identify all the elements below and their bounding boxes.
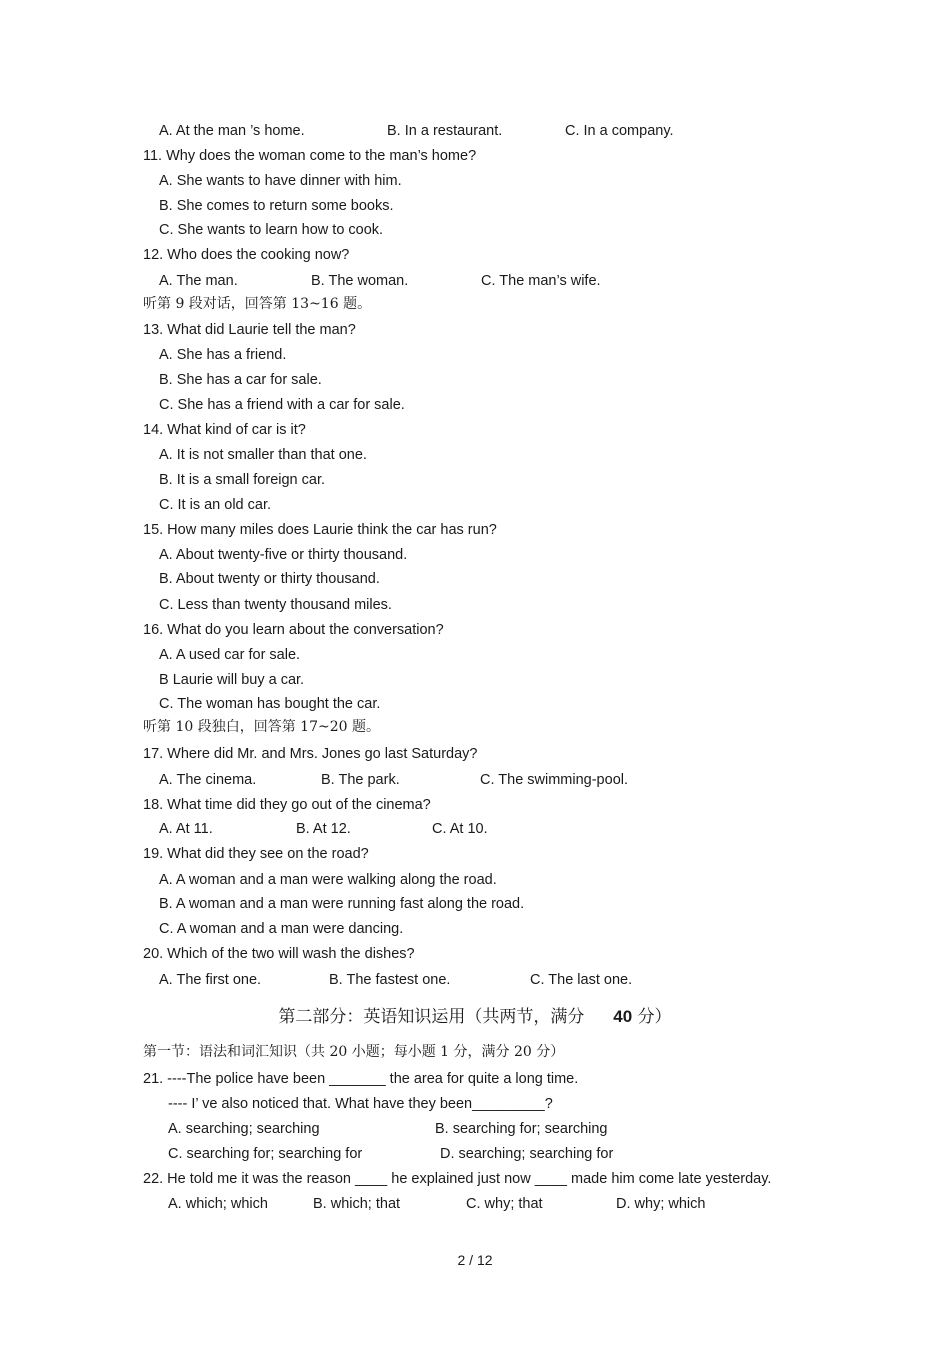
option-line: C. She wants to learn how to cook. — [159, 222, 384, 238]
option-line: A. About twenty-five or thirty thousand. — [159, 547, 408, 563]
option-c: C. In a company. — [565, 123, 674, 139]
page-number: 2 / 12 — [457, 1252, 493, 1268]
question-18: 18. What time did they go out of the cinema? — [143, 797, 431, 813]
question-21-stem: 21. ----The police have been _______ the area for quite a long time. — [143, 1071, 579, 1087]
option-c: C. The swimming-pool. — [480, 772, 629, 788]
option-line: B Laurie will buy a car. — [159, 672, 305, 688]
option-line: B. She comes to return some books. — [159, 198, 394, 214]
option-c: C. The last one. — [530, 972, 633, 988]
question-16: 16. What do you learn about the conversation? — [143, 622, 444, 638]
question-14: 14. What kind of car is it? — [143, 422, 306, 438]
option-line: C. A woman and a man were dancing. — [159, 921, 404, 937]
option-line: C. The woman has bought the car. — [159, 696, 381, 712]
option-line: A. A woman and a man were walking along the road. — [159, 872, 497, 888]
option-d: D. searching; searching for — [440, 1146, 614, 1162]
option-line: B. A woman and a man were running fast along the road. — [159, 896, 525, 912]
part-heading-text: 第二部分：英语知识运用（共两节，满分 — [278, 1007, 585, 1027]
option-a: A. The cinema. — [159, 772, 257, 788]
option-line: B. About twenty or thirty thousand. — [159, 571, 380, 587]
question-11: 11. Why does the woman come to the man’s home? — [143, 148, 477, 164]
option-c: C. searching for; searching for — [168, 1146, 363, 1162]
question-19: 19. What did they see on the road? — [143, 846, 369, 862]
option-c: C. The man’s wife. — [481, 273, 601, 289]
section-instruction: 听第 9 段对话，回答第 13~16 题。 — [143, 296, 372, 312]
section-heading: 第一节：语法和词汇知识（共 20 小题；每小题 1 分，满分 20 分） — [143, 1044, 565, 1060]
option-d: D. why; which — [616, 1196, 706, 1212]
question-20: 20. Which of the two will wash the dishes? — [143, 946, 415, 962]
part-heading — [0, 1006, 950, 1028]
option-a: A. At the man ’s home. — [159, 123, 305, 139]
option-c: C. At 10. — [432, 821, 488, 837]
option-line: B. It is a small foreign car. — [159, 472, 326, 488]
question-17: 17. Where did Mr. and Mrs. Jones go last Saturday? — [143, 746, 478, 762]
option-line: A. It is not smaller than that one. — [159, 447, 367, 463]
option-b: B. The park. — [321, 772, 400, 788]
option-line: B. She has a car for sale. — [159, 372, 322, 388]
option-line: C. She has a friend with a car for sale. — [159, 397, 405, 413]
option-b: B. searching for; searching — [435, 1121, 608, 1137]
part-heading-score: 40 — [613, 1007, 633, 1026]
option-b: B. The fastest one. — [329, 972, 451, 988]
question-13: 13. What did Laurie tell the man? — [143, 322, 356, 338]
option-c: C. why; that — [466, 1196, 543, 1212]
part-heading-end: 分） — [637, 1007, 672, 1027]
option-a: A. The first one. — [159, 972, 262, 988]
question-21-reply: ---- I’ ve also noticed that. What have they been_________? — [168, 1096, 553, 1112]
option-b: B. At 12. — [296, 821, 351, 837]
option-line: A. She wants to have dinner with him. — [159, 173, 402, 189]
option-line: A. A used car for sale. — [159, 647, 301, 663]
question-12: 12. Who does the cooking now? — [143, 247, 350, 263]
option-line: C. It is an old car. — [159, 497, 272, 513]
option-a: A. searching; searching — [168, 1121, 320, 1137]
question-15: 15. How many miles does Laurie think the car has run? — [143, 522, 497, 538]
option-line: C. Less than twenty thousand miles. — [159, 597, 392, 613]
option-a: A. which; which — [168, 1196, 268, 1212]
option-b: B. In a restaurant. — [387, 123, 503, 139]
question-22-stem: 22. He told me it was the reason ____ he explained just now ____ made him come late yesterday. — [143, 1171, 772, 1187]
option-a: A. The man. — [159, 273, 238, 289]
section-instruction: 听第 10 段独白，回答第 17~20 题。 — [143, 719, 380, 735]
option-b: B. which; that — [313, 1196, 401, 1212]
option-b: B. The woman. — [311, 273, 409, 289]
option-a: A. At 11. — [159, 821, 213, 837]
option-line: A. She has a friend. — [159, 347, 287, 363]
